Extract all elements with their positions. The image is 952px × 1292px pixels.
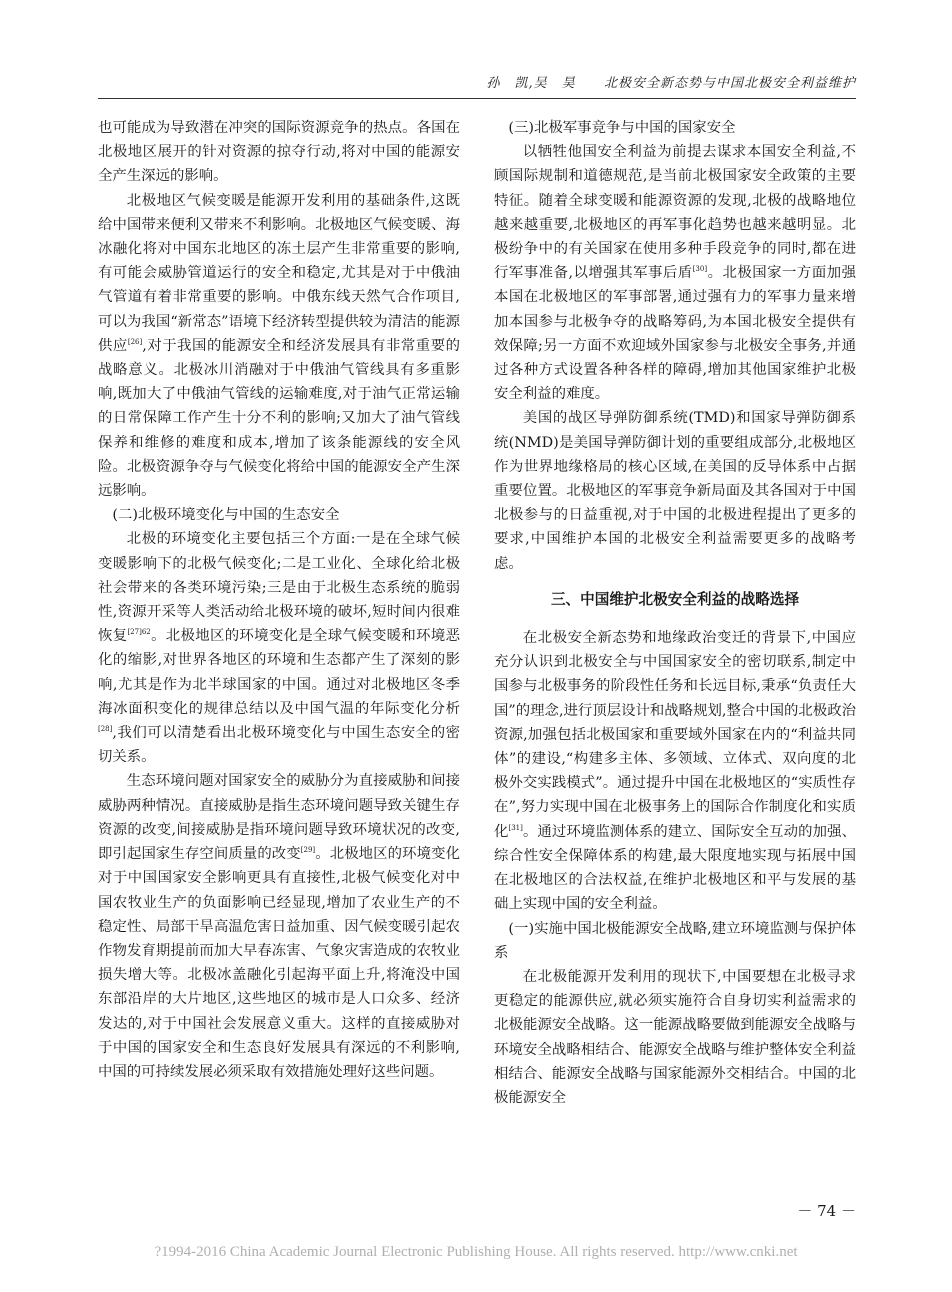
citation-ref: [30] xyxy=(692,265,708,274)
paragraph-text: 。北极地区的环境变化是全球气候变暖和环境恶化的缩影,对世界各地区的环境和生态都产生了深刻的影响,尤其是作为北半球国家的中国。通过对北极地区冬季海冰面积变化的规律总结以及中国气温的年际变化分析 xyxy=(98,628,460,717)
paragraph-text: 北极地区气候变暖是能源开发利用的基础条件,这既给中国带来便利又带来不利影响。北极地区气候变暖、海冰融化将对中国东北地区的冻土层产生非常重要的影响,有可能会威胁管道运行的安全和稳定,尤其是对于中俄油气管道有着非常重要的影响。中俄东线天然气合作项目,可以为我国“新常态”语境下经济转型提供较为清洁的能源供应 xyxy=(98,192,460,354)
paragraph xyxy=(98,116,460,189)
running-header xyxy=(98,72,856,91)
paragraph-text: 也可能成为导致潜在冲突的国际资源竞争的热点。各国在北极地区展开的针对资源的掠夺行动,将对中国的能源安全产生深远的影响。 xyxy=(98,120,460,185)
paragraph-text: 北极的环境变化主要包括三个方面:一是在全球气候变暖影响下的北极气候变化;二是工业化、全球化给北极社会带来的各类环境污染;三是由于北极生态系统的脆弱性,资源开采等人类活动给北极环境的破坏,短时间内很难恢复 xyxy=(98,531,460,645)
paragraph-text: 在北极能源开发利用的现状下,中国要想在北极寻求更稳定的能源供应,就必须实施符合自身切实利益需求的北极能源安全战略。这一能源战略要做到能源安全战略与环境安全战略相结合、能源安全战略与维护整体安全利益相结合、能源安全战略与国家能源外交相结合。中国的北极能源安全 xyxy=(494,968,856,1106)
citation-ref: [28] xyxy=(98,725,113,734)
citation-ref: [26] xyxy=(127,338,143,347)
right-column xyxy=(494,116,856,1110)
paragraph-text: 在北极安全新态势和地缘政治变迁的背景下,中国应充分认识到北极安全与中国国家安全的密切联系,制定中国参与北极事务的阶段性任务和长远目标,秉承“负责任大国”的理念,进行顶层设计和战略规划,整合中国的北极政治资源,加强包括北极国家和重要域外国家在内的“利益共同体”的建设,“构建多主体、多领域、立体式、双向度的北极外交实践模式”。通过提升中国在北极地区的“实质性存在”,努力实现中国在北极事务上的国际合作制度化和实质化 xyxy=(494,630,856,840)
paragraph-text: 生态环境问题对国家安全的威胁分为直接威胁和间接威胁两种情况。直接威胁是指生态环境问题导致关键生存资源的改变,间接威胁是指环境问题导致环境状况的改变,即引起国家生存空间质量的改变 xyxy=(98,773,460,863)
paragraph-text: 。北极国家一方面加强本国在北极地区的军事部署,通过强有力的军事力量来增加本国参与北极争夺的战略筹码,为本国北极安全提供有效保障;另一方面不欢迎域外国家参与北极安全事务,并通过各种方式设置各种各样的障碍,增加其他国家维护北极安全利益的难度。 xyxy=(494,265,856,403)
paragraph-text: 。通过环境监测体系的建立、国际安全互动的加强、综合性安全保障体系的构建,最大限度地实现与拓展中国在北极地区的合法权益,在维护北极地区和平与发展的基础上实现中国的安全利益。 xyxy=(494,823,856,913)
subsection-heading xyxy=(98,503,460,527)
section-heading xyxy=(494,588,856,612)
page-number: － 74 － xyxy=(797,1202,856,1220)
paragraph-text: 。北极地区的环境变化对于中国国家安全影响更具有直接性,北极气候变化对中国农牧业生产的负面影响已经显现,增加了农业生产的不稳定性、局部干旱高温危害日益加重、因气候变暖引起农作物发育期提前而加大早春冻害、气象灾害造成的农牧业损失增大等。北极冰盖融化引起海平面上升,将淹没中国东部沿岸的大片地区,这些地区的城市是人口众多、经济发达的,对于中国社会发展意义重大。这样的直接威胁对于中国的国家安全和生态良好发展具有深远的不利影响,中国的可持续发展必须采取有效措施处理好这些问题。 xyxy=(98,846,460,1080)
paragraph xyxy=(494,626,856,916)
citation-ref: [31] xyxy=(508,823,523,832)
paragraph-text: ,对于我国的能源安全和经济发展具有非常重要的战略意义。北极冰川消融对于中俄油气管线具有多重影响,既加大了中俄油气管线的运输难度,对于油气正常运输的日常保障工作产生十分不利的影响;又加大了油气管线保养和维修的难度和成本,增加了该条能源线的安全风险。北极资源争夺与气候变化将给中国的能源安全产生深远影响。 xyxy=(98,337,460,500)
paragraph-text: 美国的战区导弹防御系统(TMD)和国家导弹防御系统(NMD)是美国导弹防御计划的重要组成部分,北极地区作为世界地缘格局的核心区域,在美国的反导体系中占据重要位置。北极地区的军事竞争新局面及其各国对于中国北极参与的日益重视,对于中国的北极进程提出了更多的要求,中国维护本国的北极安全利益需要更多的战略考虑。 xyxy=(494,410,856,572)
header-rule xyxy=(98,98,856,99)
paragraph xyxy=(494,140,856,406)
paragraph-text: 三、中国维护北极安全利益的战略选择 xyxy=(550,590,800,608)
header-title: 北极安全新态势与中国北极安全利益维护 xyxy=(603,76,856,91)
paragraph xyxy=(494,965,856,1110)
paragraph-text: (三)北极军事竞争与中国的国家安全 xyxy=(508,120,736,136)
header-authors: 孙 凯,吴 昊 xyxy=(486,76,576,91)
paragraph xyxy=(98,769,460,1084)
paragraph-text: (一)实施中国北极能源安全战略,建立环境监测与保护体系 xyxy=(494,920,856,961)
left-column xyxy=(98,116,460,1084)
subsection-heading xyxy=(494,116,856,140)
paragraph-text: (二)北极环境变化与中国的生态安全 xyxy=(112,507,340,524)
paragraph-text: ,我们可以清楚看出北极环境变化与中国生态安全的密切关系。 xyxy=(98,725,460,766)
citation-ref: [27]62 xyxy=(127,628,151,637)
paragraph xyxy=(98,189,460,504)
paragraph-text: 以牺牲他国安全利益为前提去谋求本国安全利益,不顾国际规制和道德规范,是当前北极国家安全政策的主要特征。随着全球变暖和能源资源的发现,北极的战略地位越来越重要,北极地区的再军事化趋势也越来越明显。北极纷争中的有关国家在使用多种手段竞争的同时,都在进行军事准备,以增强其军事后盾 xyxy=(494,144,856,282)
paragraph xyxy=(98,527,460,769)
copyright-footer: ?1994-2016 China Academic Journal Electronic Publishing House. All rights reserved. http://www.cnki.net xyxy=(154,1244,798,1260)
paragraph xyxy=(494,406,856,575)
citation-ref: [29] xyxy=(300,846,316,855)
subsection-heading xyxy=(494,917,856,965)
